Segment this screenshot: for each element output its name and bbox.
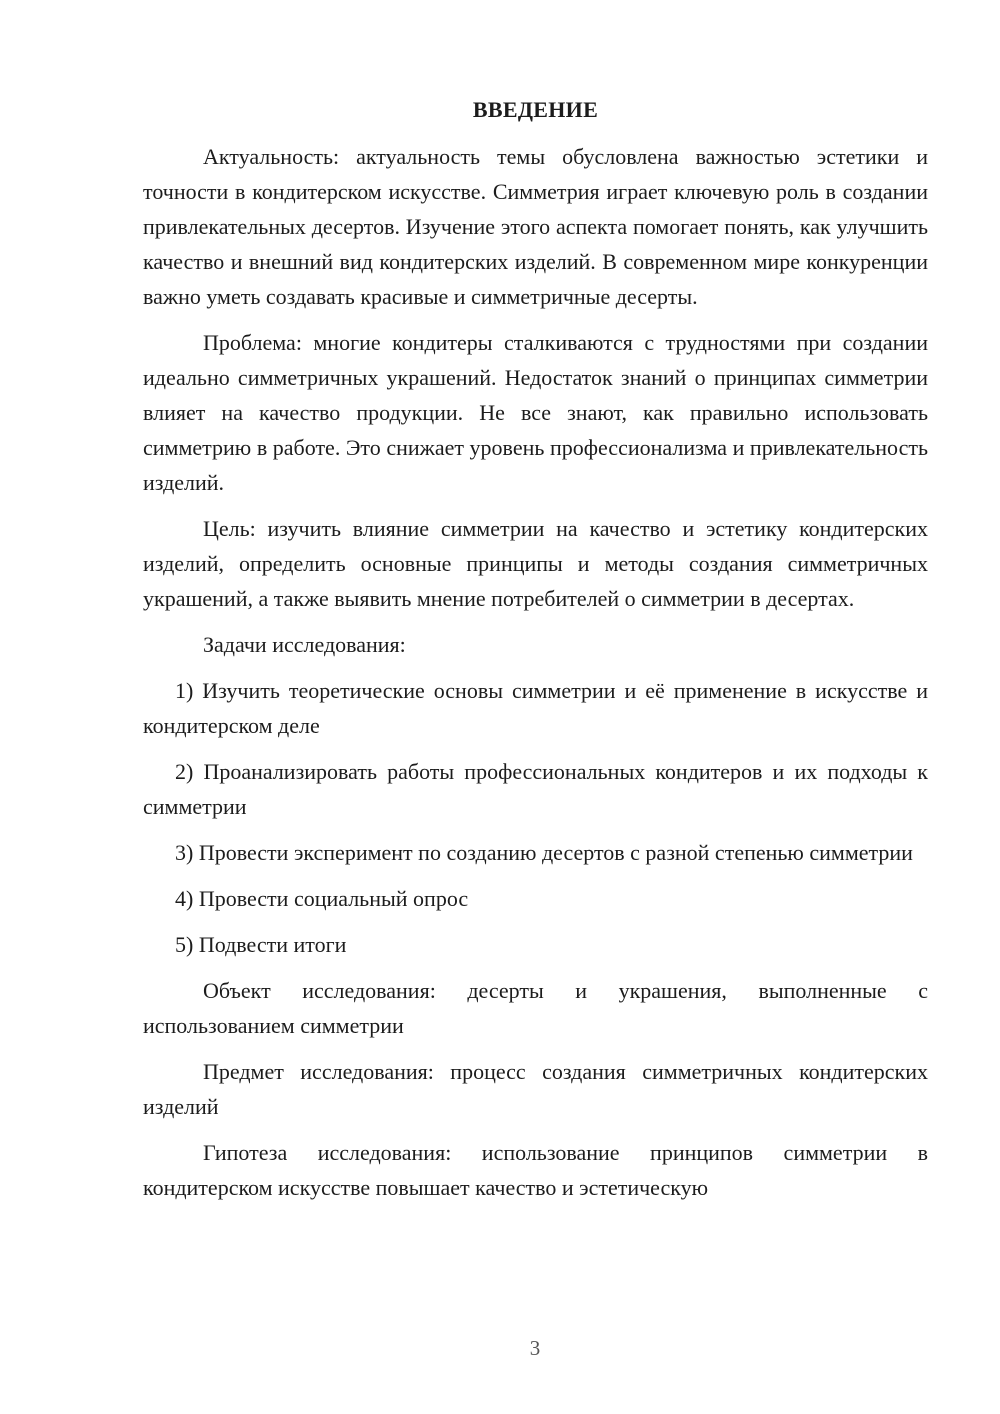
task-item: 1) Изучить теоретические основы симметрии и её применение в искусстве и кондитерском деле [143,678,928,738]
task-item: 3) Провести эксперимент по созданию десертов с разной степенью симметрии [175,840,913,865]
problem-paragraph: Проблема: многие кондитеры сталкиваются с трудностями при создании идеально симметричных украшений. Недостаток знаний о принципах симметрии влияет на качество продукции. Не все знают, как правильно использовать симметрию в работе. Это снижает уровень профессионализма и привлекательность изделий. [143,330,928,495]
tasks-list [143,673,928,962]
hypothesis-paragraph: Гипотеза исследования: использование принципов симметрии в кондитерском искусстве повышает качество и эстетическую [143,1140,928,1200]
relevance-paragraph: Актуальность: актуальность темы обусловлена важностью эстетики и точности в кондитерском искусстве. Симметрия играет ключевую роль в создании привлекательных десертов. Изучение этого аспекта помогает понять, как улучшить качество и внешний вид кондитерских изделий. В современном мире конкуренции важно уметь создавать красивые и симметричные десерты. [143,144,928,309]
goal-paragraph: Цель: изучить влияние симметрии на качество и эстетику кондитерских изделий, определить основные принципы и методы создания симметричных украшений, а также выявить мнение потребителей о симметрии в десертах. [143,516,928,611]
page-content [143,92,928,1205]
page-number: 3 [529,1336,541,1360]
subject-paragraph: Предмет исследования: процесс создания симметричных кондитерских изделий [143,1059,928,1119]
section-heading: ВВЕДЕНИЕ [472,97,599,122]
task-item: 5) Подвести итоги [175,932,347,957]
task-item: 4) Провести социальный опрос [175,886,469,911]
tasks-title: Задачи исследования: [203,632,406,657]
object-paragraph: Объект исследования: десерты и украшения, выполненные с использованием симметрии [143,978,928,1038]
task-item: 2) Проанализировать работы профессиональных кондитеров и их подходы к симметрии [143,759,928,819]
